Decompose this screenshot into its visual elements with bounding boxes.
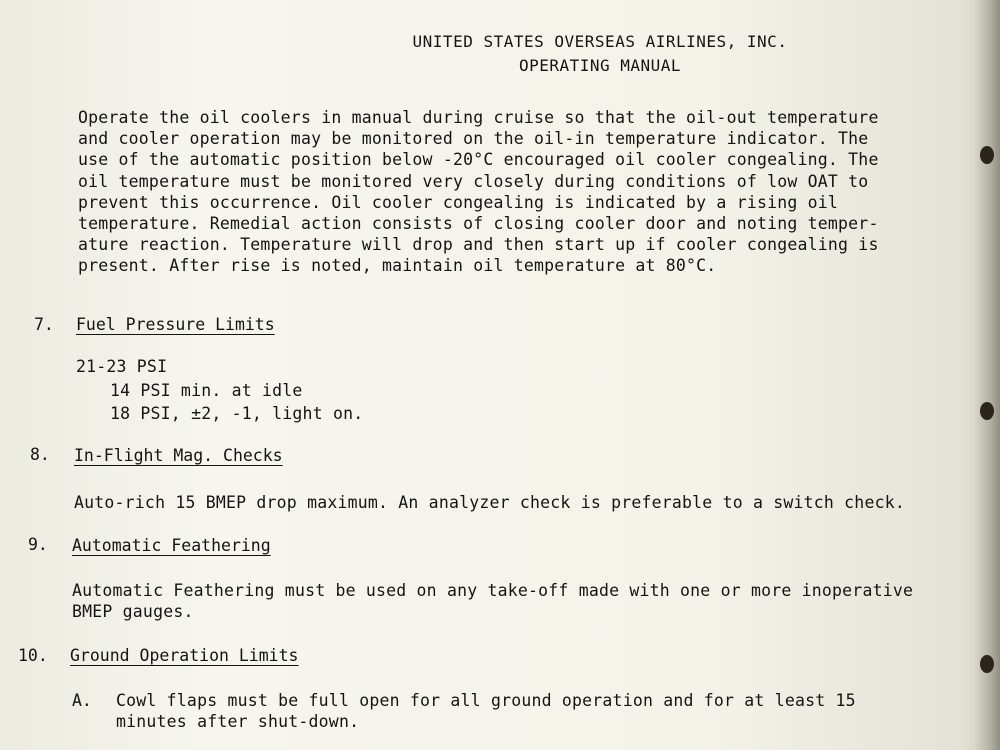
manual-title: OPERATING MANUAL — [518, 56, 682, 75]
section-number: 8. — [30, 445, 50, 464]
paragraph-line: present. After rise is noted, maintain oil temperature at 80°C. — [78, 256, 717, 276]
feathering-text-line: BMEP gauges. — [72, 602, 194, 621]
page-edge-shadow — [974, 0, 1000, 750]
cowl-flaps-text-line: minutes after shut-down. — [116, 712, 360, 731]
paragraph-line: oil temperature must be monitored very closely during conditions of low OAT to — [78, 171, 869, 191]
section-heading-mag-checks: In-Flight Mag. Checks — [74, 446, 283, 465]
section-number: 9. — [28, 535, 48, 554]
page-header — [380, 30, 820, 78]
oil-cooler-paragraph — [78, 107, 879, 277]
feathering-text-line: Automatic Feathering must be used on any take-off made with one or more inoperative — [72, 581, 914, 600]
company-name: UNITED STATES OVERSEAS AIRLINES, INC. — [412, 32, 788, 51]
cowl-flaps-text-line: Cowl flaps must be full open for all ground operation and for at least 15 — [116, 691, 856, 710]
fuel-pressure-idle: 14 PSI min. at idle — [110, 381, 303, 400]
section-number: 10. — [18, 646, 48, 665]
section-heading-fuel-pressure: Fuel Pressure Limits — [76, 315, 275, 334]
paragraph-line: temperature. Remedial action consists of closing cooler door and noting temper- — [78, 214, 879, 234]
fuel-pressure-range: 21-23 PSI — [76, 357, 168, 376]
paragraph-line: Operate the oil coolers in manual during cruise so that the oil-out temperature — [78, 108, 879, 127]
binder-hole — [980, 655, 994, 673]
mag-check-text: Auto-rich 15 BMEP drop maximum. An analyzer check is preferable to a switch check. — [74, 493, 905, 512]
section-heading-ground-operation: Ground Operation Limits — [70, 646, 299, 665]
binder-hole — [980, 146, 994, 164]
paragraph-line: ature reaction. Temperature will drop and then start up if cooler congealing is — [78, 235, 879, 255]
paragraph-line: use of the automatic position below -20°C encouraged oil cooler congealing. The — [78, 150, 879, 170]
item-label: A. — [72, 691, 92, 710]
section-heading-feathering: Automatic Feathering — [72, 536, 271, 555]
section-number: 7. — [34, 315, 54, 334]
binder-hole — [980, 402, 994, 420]
paragraph-line: prevent this occurrence. Oil cooler congealing is indicated by a rising oil — [78, 192, 839, 212]
paragraph-line: and cooler operation may be monitored on the oil-in temperature indicator. The — [78, 129, 869, 149]
fuel-pressure-light: 18 PSI, ±2, -1, light on. — [110, 404, 364, 423]
